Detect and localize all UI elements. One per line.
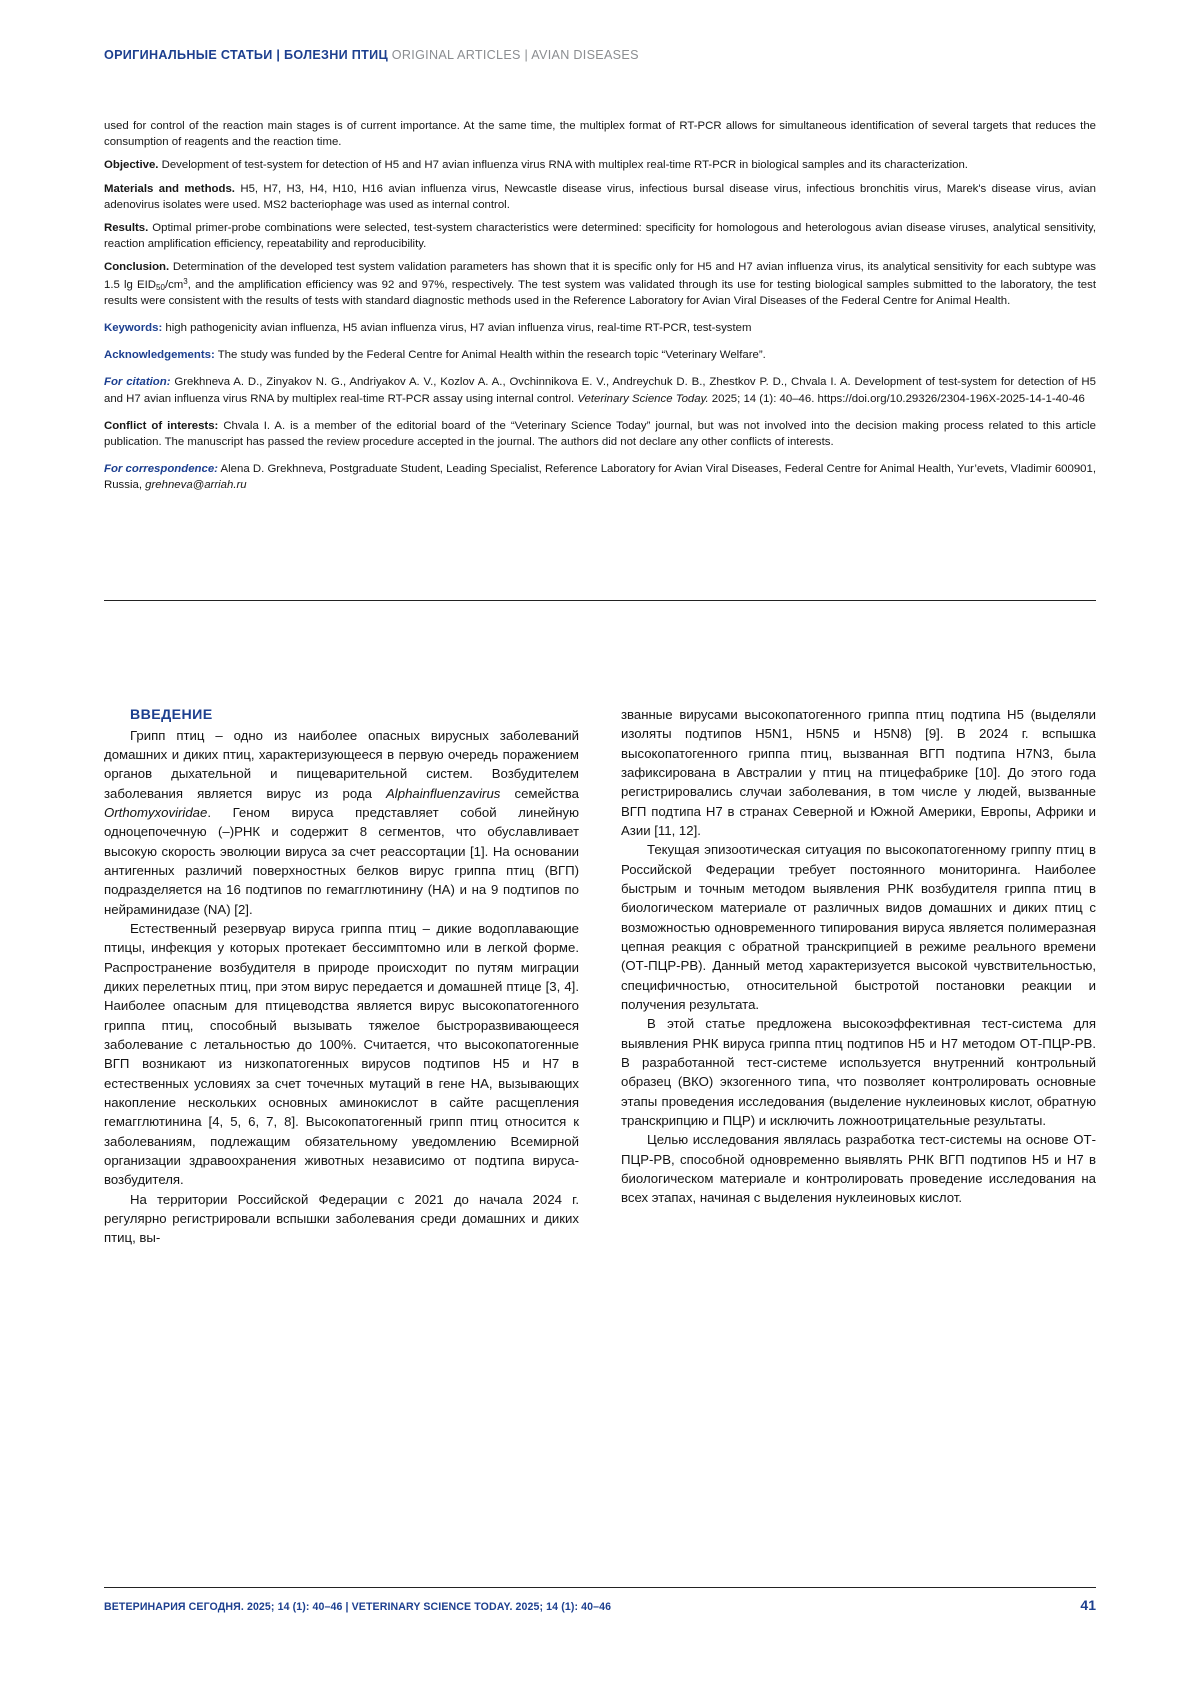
left-column: [104, 705, 579, 1248]
paragraph-right-1: званные вирусами высокопатогенного гриппа птиц подтипа H5 (выделяли изоляты подтипов H5N1, H5N5 и H5N8) [9]. В 2024 г. вспышка высокопатогенного гриппа птиц, вызванная ВГП подтипа H7N3, была зафиксирована в Австралии у птиц на птицефабрике [10]. До этого года регистрировались случаи заболевания, в том числе у людей, вызванные ВГП подтипа H7 в странах Северной и Южной Америки, Европы, Африки и Азии [11, 12].: [621, 707, 1096, 838]
abstract-correspondence: [104, 461, 1096, 493]
running-head-en: ORIGINAL ARTICLES | AVIAN DISEASES: [391, 48, 639, 62]
running-head-ru: ОРИГИНАЛЬНЫЕ СТАТЬИ | БОЛЕЗНИ ПТИЦ: [104, 48, 388, 62]
page-number: 41: [1080, 1597, 1096, 1613]
acknowledgements-text: The study was funded by the Federal Centre for Animal Health within the research topic “Veterinary Welfare”.: [214, 349, 766, 362]
conclusion-part3: , and the amplification efficiency was 92 and 97%, respectively. The test system was validated through its use for testing biological samples submitted to the laboratory, the test results were consistent with the results of tests with standard diagnostic methods used in the Reference Laboratory for Avian Viral Diseases of the Federal Centre for Animal Health.: [104, 278, 1096, 307]
citation-journal: Veterinary Science Today.: [577, 392, 709, 405]
conclusion-label: Conclusion.: [104, 261, 170, 274]
abstract-citation: [104, 374, 1096, 406]
paragraph-right-3: В этой статье предложена высокоэффективная тест-система для выявления РНК вируса гриппа птиц подтипов H5 и H7 методом ОТ-ПЦР-РВ. В разработанной тест-системе используется внутренний контрольный образец (ВКО) экзогенного типа, что позволяет контролировать основные этапы проведения исследования (выделение нуклеиновых кислот, обратную транскрипцию и ПЦР) и исключить ложноотрицательные результаты.: [621, 1016, 1096, 1128]
materials-label: Materials and methods.: [104, 182, 235, 195]
conflict-text: Chvala I. A. is a member of the editorial board of the “Veterinary Science Today” journal, but was not involved into the decision making process related to this article publication. The manuscript has passed the review procedure accepted in the journal. The authors did not declare any other conflicts of interests.: [104, 419, 1096, 448]
conclusion-superscript: 3: [183, 276, 188, 286]
abstract-objective: [104, 157, 1096, 173]
paragraph-left-3: На территории Российской Федерации с 2021 до начала 2024 г. регулярно регистрировали вспышки заболевания среди домашних и диких птиц, вы-: [104, 1191, 579, 1246]
running-head: [104, 48, 1096, 62]
right-column: [621, 705, 1096, 1248]
results-label: Results.: [104, 221, 149, 234]
abstract-conclusion: [104, 259, 1096, 309]
paragraph-left-1-b: семейства: [500, 785, 579, 801]
conflict-label: Conflict of interests:: [104, 419, 219, 432]
divider-footer: [104, 1587, 1096, 1588]
conclusion-subscript: 50: [156, 282, 165, 292]
conclusion-part2: /cm: [164, 278, 184, 291]
abstract-keywords: [104, 320, 1096, 336]
abstract-results: [104, 220, 1096, 252]
footer-citation: ВЕТЕРИНАРИЯ СЕГОДНЯ. 2025; 14 (1): 40–46 | VETERINARY SCIENCE TODAY. 2025; 14 (1): 40–46: [104, 1601, 612, 1613]
section-title-introduction: ВВЕДЕНИЕ: [130, 707, 213, 723]
paragraph-left-1-c: . Геном вируса представляет собой линейную одноцепочечную (–)РНК и содержит 8 сегментов, что обуславливает высокую скорость эволюции вируса за счет реассортации [1]. На основании антигенных различий поверхностных белков вирус гриппа птиц (ВГП) подразделяется на 16 подтипов по гемагглютинину (HA) и на 9 подтипов по нейраминидазе (NA) [2].: [104, 805, 579, 917]
family-name: Orthomyxoviridae: [104, 805, 208, 821]
materials-text: H5, H7, H3, H4, H10, H16 avian influenza virus, Newcastle disease virus, infectious bursal disease virus, infectious bronchitis virus, Marek's disease virus, avian adenovirus isolates were used. MS2 bacteriophage was used as internal control.: [104, 182, 1097, 211]
abstract-materials: [104, 181, 1096, 213]
citation-text: Grekhneva A. D., Zinyakov N. G., Andriyakov A. V., Kozlov A. A., Ovchinnikova E. V., Andreychuk D. B., Zhestkov P. D., Chvala I. A. Development of test-system for detection of H5 and H7 avian influenza virus RNA by multiplex real-time RT-PCR assay using internal control.: [104, 376, 1096, 405]
genus-name: Alphainfluenzavirus: [386, 785, 501, 801]
correspondence-text: Alena D. Grekhneva, Postgraduate Student, Leading Specialist, Reference Laboratory for Avian Viral Diseases, Federal Centre for Animal Health, Yur’evets, Vladimir 600901, Russia,: [104, 463, 1096, 492]
keywords-text: high pathogenicity avian influenza, H5 avian influenza virus, H7 avian influenza virus, real-time RT-PCR, test-system: [162, 322, 752, 335]
abstract-block: [104, 118, 1096, 501]
paragraph-left-2: Естественный резервуар вируса гриппа птиц – дикие водоплавающие птицы, инфекция у которых протекает бессимптомно или в легкой форме. Распространение возбудителя в природе происходит по путям миграции диких перелетных птиц, при этом вирус передается и домашней птице [3, 4]. Наиболее опасным для птицеводства является вирус высокопатогенного гриппа птиц, способный вызывать тяжелое быстроразвивающееся заболевание с летальностью до 100%. Считается, что высокопатогенные ВГП возникают из низкопатогенных вирусов подтипов H5 и H7 в естественных условиях за счет точечных мутаций в гене HA, вызывающих накопление нескольких основных аминокислот в сайте расщепления гемагглютинина [4, 5, 6, 7, 8]. Высокопатогенный грипп птиц относится к заболеваниям, подлежащим обязательному уведомлению Всемирной организации здравоохранения животных независимо от подтипа вируса-возбудителя.: [104, 921, 579, 1188]
objective-text: Development of test-system for detection of H5 and H7 avian influenza virus RNA with multiplex real-time RT-PCR in biological samples and its characterization.: [158, 159, 968, 172]
citation-tail: 2025; 14 (1): 40–46. https://doi.org/10.29326/2304-196X-2025-14-1-40-46: [708, 392, 1085, 405]
article-body: [104, 705, 1096, 1248]
paragraph-left-1-a: Грипп птиц – одно из наиболее опасных вирусных заболеваний домашних и диких птиц, характеризующееся в первую очередь поражением органов дыхательной и пищеварительной систем. Возбудителем заболевания является вирус из рода: [104, 727, 579, 801]
divider-after-abstract: [104, 600, 1096, 601]
keywords-label: Keywords:: [104, 322, 163, 335]
citation-label: For citation:: [104, 376, 171, 389]
page-footer: [104, 1597, 1096, 1613]
correspondence-email[interactable]: grehneva@arriah.ru: [145, 479, 247, 492]
paragraph-right-4: Целью исследования являлась разработка тест-системы на основе ОТ-ПЦР-РВ, способной одновременно выявлять РНК ВГП подтипов H5 и H7 в биологическом материале и контролировать проведение исследования на всех этапах, начиная с выделения нуклеиновых кислот.: [621, 1132, 1096, 1206]
abstract-acknowledgements: [104, 347, 1096, 363]
abstract-conflict: [104, 418, 1096, 450]
paragraph-left-1: [104, 726, 579, 919]
acknowledgements-label: Acknowledgements:: [104, 349, 215, 362]
correspondence-label: For correspondence:: [104, 463, 218, 476]
conclusion-part1: Determination of the developed test system validation parameters has shown that it is specific only for H5 and H7 avian influenza virus, its analytical sensitivity for each subtype was 1.5 lg EID: [104, 261, 1096, 291]
results-text: Optimal primer-probe combinations were selected, test-system characteristics were determined: specificity for homologous and heterologous avian disease viruses, analytical sensitivity, reaction amplification efficiency, repeatability and reproducibility.: [104, 221, 1096, 251]
objective-label: Objective.: [104, 159, 159, 172]
paragraph-right-2: Текущая эпизоотическая ситуация по высокопатогенному гриппу птиц в Российской Федерации требует постоянного мониторинга. Наиболее быстрым и точным методом выявления РНК возбудителя гриппа птиц в биологическом материале от различных видов домашних и диких птиц с возможностью одновременного типирования вируса является полимеразная цепная реакция с обратной транскрипцией в режиме реального времени (ОТ-ПЦР-РВ). Данный метод характеризуется высокой чувствительностью, специфичностью, относительной быстротой постановки реакции и получения результата.: [621, 842, 1096, 1012]
abstract-intro-tail: used for control of the reaction main stages is of current importance. At the same time, the multiplex format of RT-PCR allows for simultaneous identification of several targets that reduces the consumption of reagents and the reaction time.: [104, 120, 1096, 149]
